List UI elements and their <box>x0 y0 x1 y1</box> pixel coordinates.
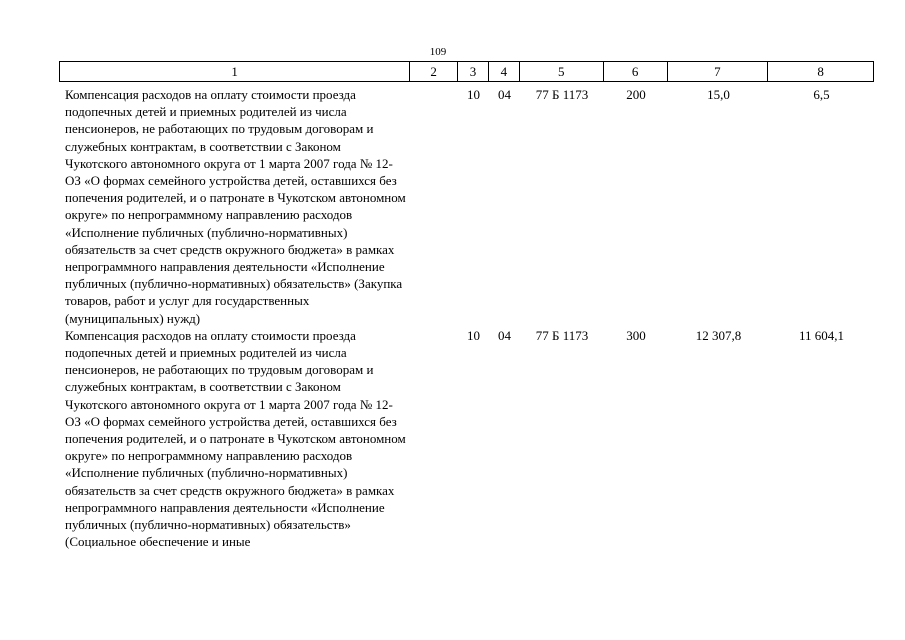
table-header-row <box>59 61 874 82</box>
row-col-6: 300 <box>626 327 646 343</box>
header-col-4: 4 <box>489 62 520 81</box>
row-col-4: 04 <box>498 327 511 343</box>
row-col-3: 10 <box>467 327 480 343</box>
header-col-7: 7 <box>668 62 769 81</box>
header-col-3: 3 <box>458 62 489 81</box>
table-row <box>59 86 874 327</box>
row-description: Компенсация расходов на оплату стоимости проезда подопечных детей и приемных родителей из числа пенсионеров, не работающих по трудовым договорам и служебных контрактам, в соответствии с Законом Чукотского автономного округа от 1 марта 2007 года № 12-ОЗ «О формах семейного устройства детей, оставшихся без попечения родителей, и о патронате в Чукотском автономном округе» по непрограммному направлению расходов «Исполнение публичных (публично-нормативных) обязательств за счет средств окружного бюджета» в рамках непрограммного направления деятельности «Исполнение публичных (публично-нормативных) обязательств» (Закупка товаров, работ и услуг для государственных (муниципальных) нужд) <box>65 87 406 326</box>
row-col-5: 77 Б 1173 <box>535 327 589 343</box>
row-col-7: 15,0 <box>707 87 730 102</box>
row-col-4: 04 <box>498 87 511 102</box>
row-col-3: 10 <box>467 87 480 102</box>
row-col-6: 200 <box>626 87 646 102</box>
row-col-8: 11 604,1 <box>798 327 845 343</box>
header-col-1: 1 <box>60 62 410 81</box>
header-col-8: 8 <box>817 63 824 79</box>
row-col-7: 12 307,8 <box>695 327 742 343</box>
row-col-8: 6,5 <box>813 87 830 102</box>
header-col-5: 5 <box>520 62 604 81</box>
table-row <box>59 327 874 551</box>
table-body <box>59 86 874 550</box>
header-col-2: 2 <box>410 62 458 81</box>
page-number: 109 <box>429 46 447 58</box>
header-col-6: 6 <box>604 62 668 81</box>
row-col-2 <box>410 327 458 551</box>
row-description: Компенсация расходов на оплату стоимости проезда подопечных детей и приемных родителей из числа пенсионеров, не работающих по трудовым договорам и служебных контрактам, в соответствии с Законом Чукотского автономного округа от 1 марта 2007 года № 12-ОЗ «О формах семейного устройства детей, оставшихся без попечения родителей, и о патронате в Чукотском автономном округе» по непрограммному направлению расходов «Исполнение публичных (публично-нормативных) обязательств за счет средств окружного бюджета» в рамках непрограммного направления деятельности «Исполнение публичных (публично-нормативных) обязательств» (Социальное обеспечение и иные <box>65 327 406 550</box>
row-col-2 <box>410 86 458 327</box>
row-col-5: 77 Б 1173 <box>535 87 589 102</box>
